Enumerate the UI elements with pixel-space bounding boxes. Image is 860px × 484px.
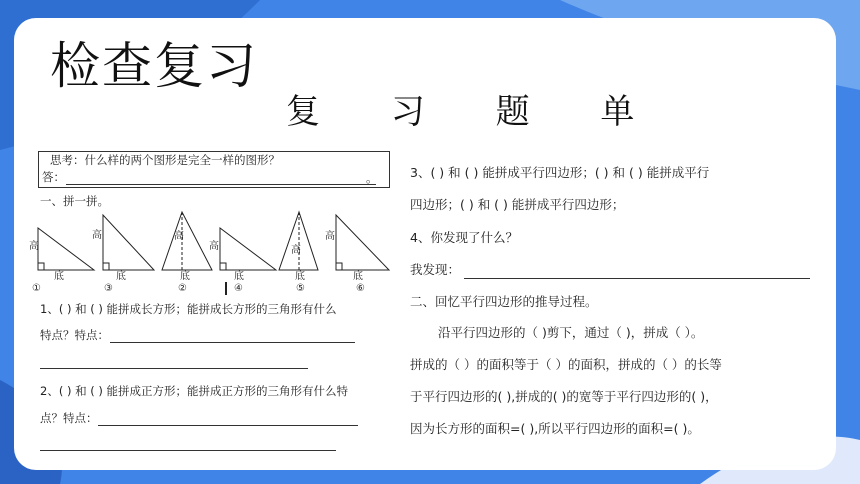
question-2-line2: 点？特点： [40, 411, 98, 425]
question-4: 4、你发现了什么？ [410, 230, 518, 245]
triangle-5 [279, 212, 318, 270]
triangle-number: ⑥ [356, 283, 365, 294]
base-label: 底 [54, 271, 64, 282]
question-3-line2: 四边形；( ) 和 ( ) 能拼成平行四边形； [410, 197, 625, 212]
page-title: 检查复习 [50, 37, 258, 95]
discovery-label: 我发现： [410, 262, 461, 277]
question-3: 3、( ) 和 ( ) 能拼成平行四边形；( ) 和 ( ) 能拼成平行 [410, 165, 710, 180]
think-answer-label: 答： [42, 170, 65, 184]
sheet-title: 复 习 题 单 [286, 92, 665, 132]
question-1-line2: 特点？特点： [40, 328, 109, 342]
base-label: 底 [234, 271, 244, 282]
triangle-number: ④ [234, 283, 243, 294]
section-one-heading: 一、拼一拼。 [40, 194, 109, 208]
derivation-line-3: 于平行四边形的( ),拼成的( )的宽等于平行四边形的( )， [410, 389, 718, 404]
triangle-number: ③ [104, 283, 113, 294]
answer-line[interactable] [98, 425, 358, 426]
answer-line[interactable] [40, 368, 308, 369]
base-label: 底 [295, 271, 305, 282]
triangle-2 [103, 215, 154, 270]
height-label: 高 [29, 241, 39, 252]
triangle-1 [38, 228, 94, 270]
triangle-3 [162, 212, 212, 270]
answer-line[interactable] [110, 342, 355, 343]
derivation-line-2: 拼成的（ ）的面积等于（ ）的面积，拼成的（ ）的长等 [410, 357, 722, 372]
triangle-6 [336, 215, 389, 270]
answer-line[interactable] [40, 450, 336, 451]
triangle-number: ② [178, 283, 187, 294]
height-label: 高 [325, 231, 335, 242]
section-two-heading: 二、回忆平行四边形的推导过程。 [410, 294, 598, 309]
question-2: 2、( ) 和 ( ) 能拼成正方形；能拼成正方形的三角形有什么特 [40, 384, 349, 398]
derivation-line-1: 沿平行四边形的（ )剪下，通过（ )，拼成（ ）。 [438, 325, 704, 340]
triangle-4 [220, 228, 276, 270]
base-label: 底 [180, 271, 190, 282]
height-label: 高 [92, 230, 102, 241]
discovery-answer-line[interactable] [464, 278, 810, 279]
think-answer-end: 。 [366, 171, 378, 185]
base-label: 底 [353, 271, 363, 282]
derivation-line-4: 因为长方形的面积=( ),所以平行四边形的面积=( )。 [410, 421, 700, 436]
triangles-figure [14, 18, 414, 308]
worksheet-card [14, 18, 836, 470]
base-label: 底 [116, 271, 126, 282]
height-label: 高 [174, 231, 184, 242]
question-1: 1、( ) 和 ( ) 能拼成长方形；能拼成长方形的三角形有什么 [40, 302, 337, 316]
height-label: 高 [291, 245, 301, 256]
think-question: 思考：什么样的两个图形是完全一样的图形？ [50, 153, 280, 167]
triangle-number: ① [32, 283, 41, 294]
triangle-number: ⑤ [296, 283, 305, 294]
height-label: 高 [209, 241, 219, 252]
